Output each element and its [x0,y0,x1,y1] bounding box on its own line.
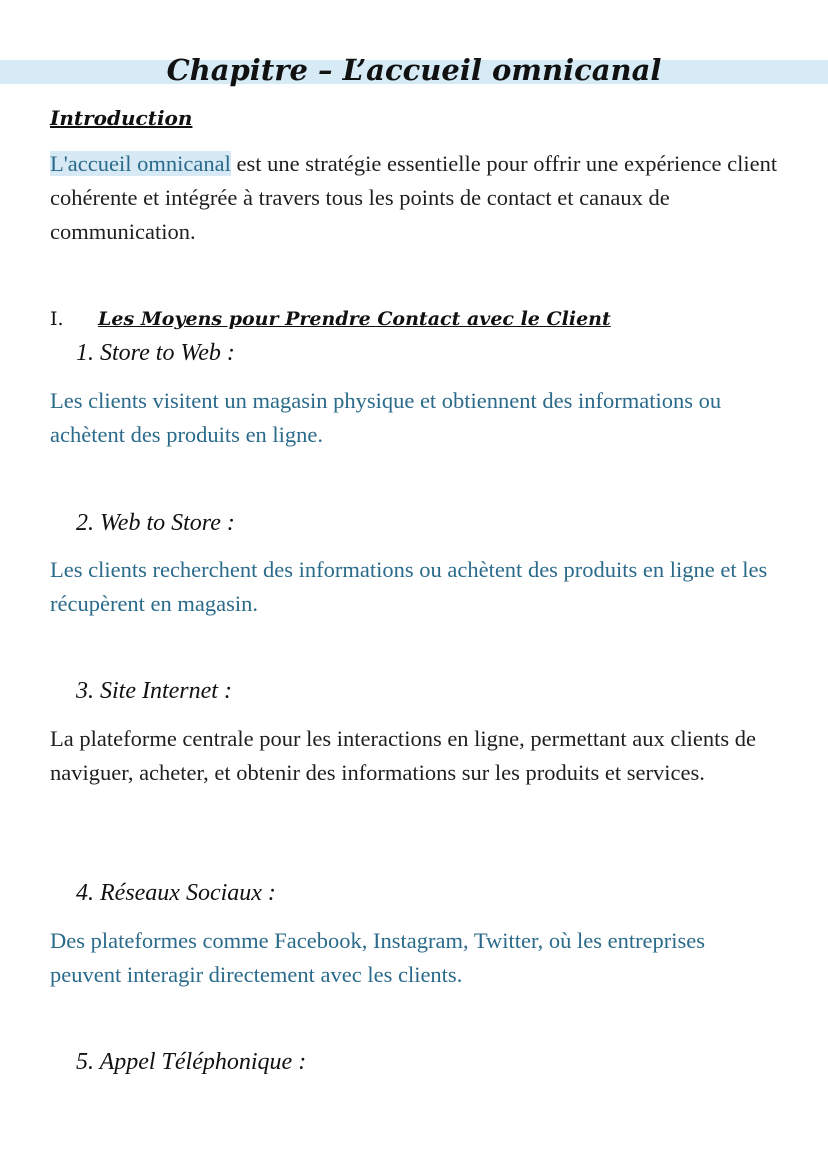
item-heading-store-to-web: 1. Store to Web : [76,340,235,366]
item-text-store-to-web: Les clients visitent un magasin physique et obtiennent des informations ou achètent des produits en ligne. [50,388,722,447]
item-text-reseaux-sociaux: Des plateformes comme Facebook, Instagram, Twitter, où les entreprises peuvent interagir directement avec les clients. [50,928,706,987]
section-heading [50,308,611,330]
page-title: Chapitre – L’accueil omnicanal [166,53,662,87]
item-heading-web-to-store: 2. Web to Store : [76,510,235,536]
section-number: I. [50,308,64,330]
intro-highlight-term: L'accueil omnicanal [50,151,231,176]
section-title: Les Moyens pour Prendre Contact avec le Client [98,308,611,330]
item-text-web-to-store: Les clients recherchent des informations ou achètent des produits en ligne et les récupèrent en magasin. [50,557,768,616]
item-heading-site-internet: 3. Site Internet : [76,678,232,704]
item-heading-appel-telephonique: 5. Appel Téléphonique : [76,1049,307,1075]
intro-paragraph [50,147,780,249]
intro-heading: Introduction [50,106,193,130]
item-heading-reseaux-sociaux: 4. Réseaux Sociaux : [76,880,276,906]
item-text-site-internet: La plateforme centrale pour les interactions en ligne, permettant aux clients de naviguer, acheter, et obtenir des informations sur les produits et services. [50,726,756,785]
intro-text: est une stratégie essentielle pour offrir une expérience client cohérente et intégrée à travers tous les points de contact et canaux de communication. [50,151,778,244]
